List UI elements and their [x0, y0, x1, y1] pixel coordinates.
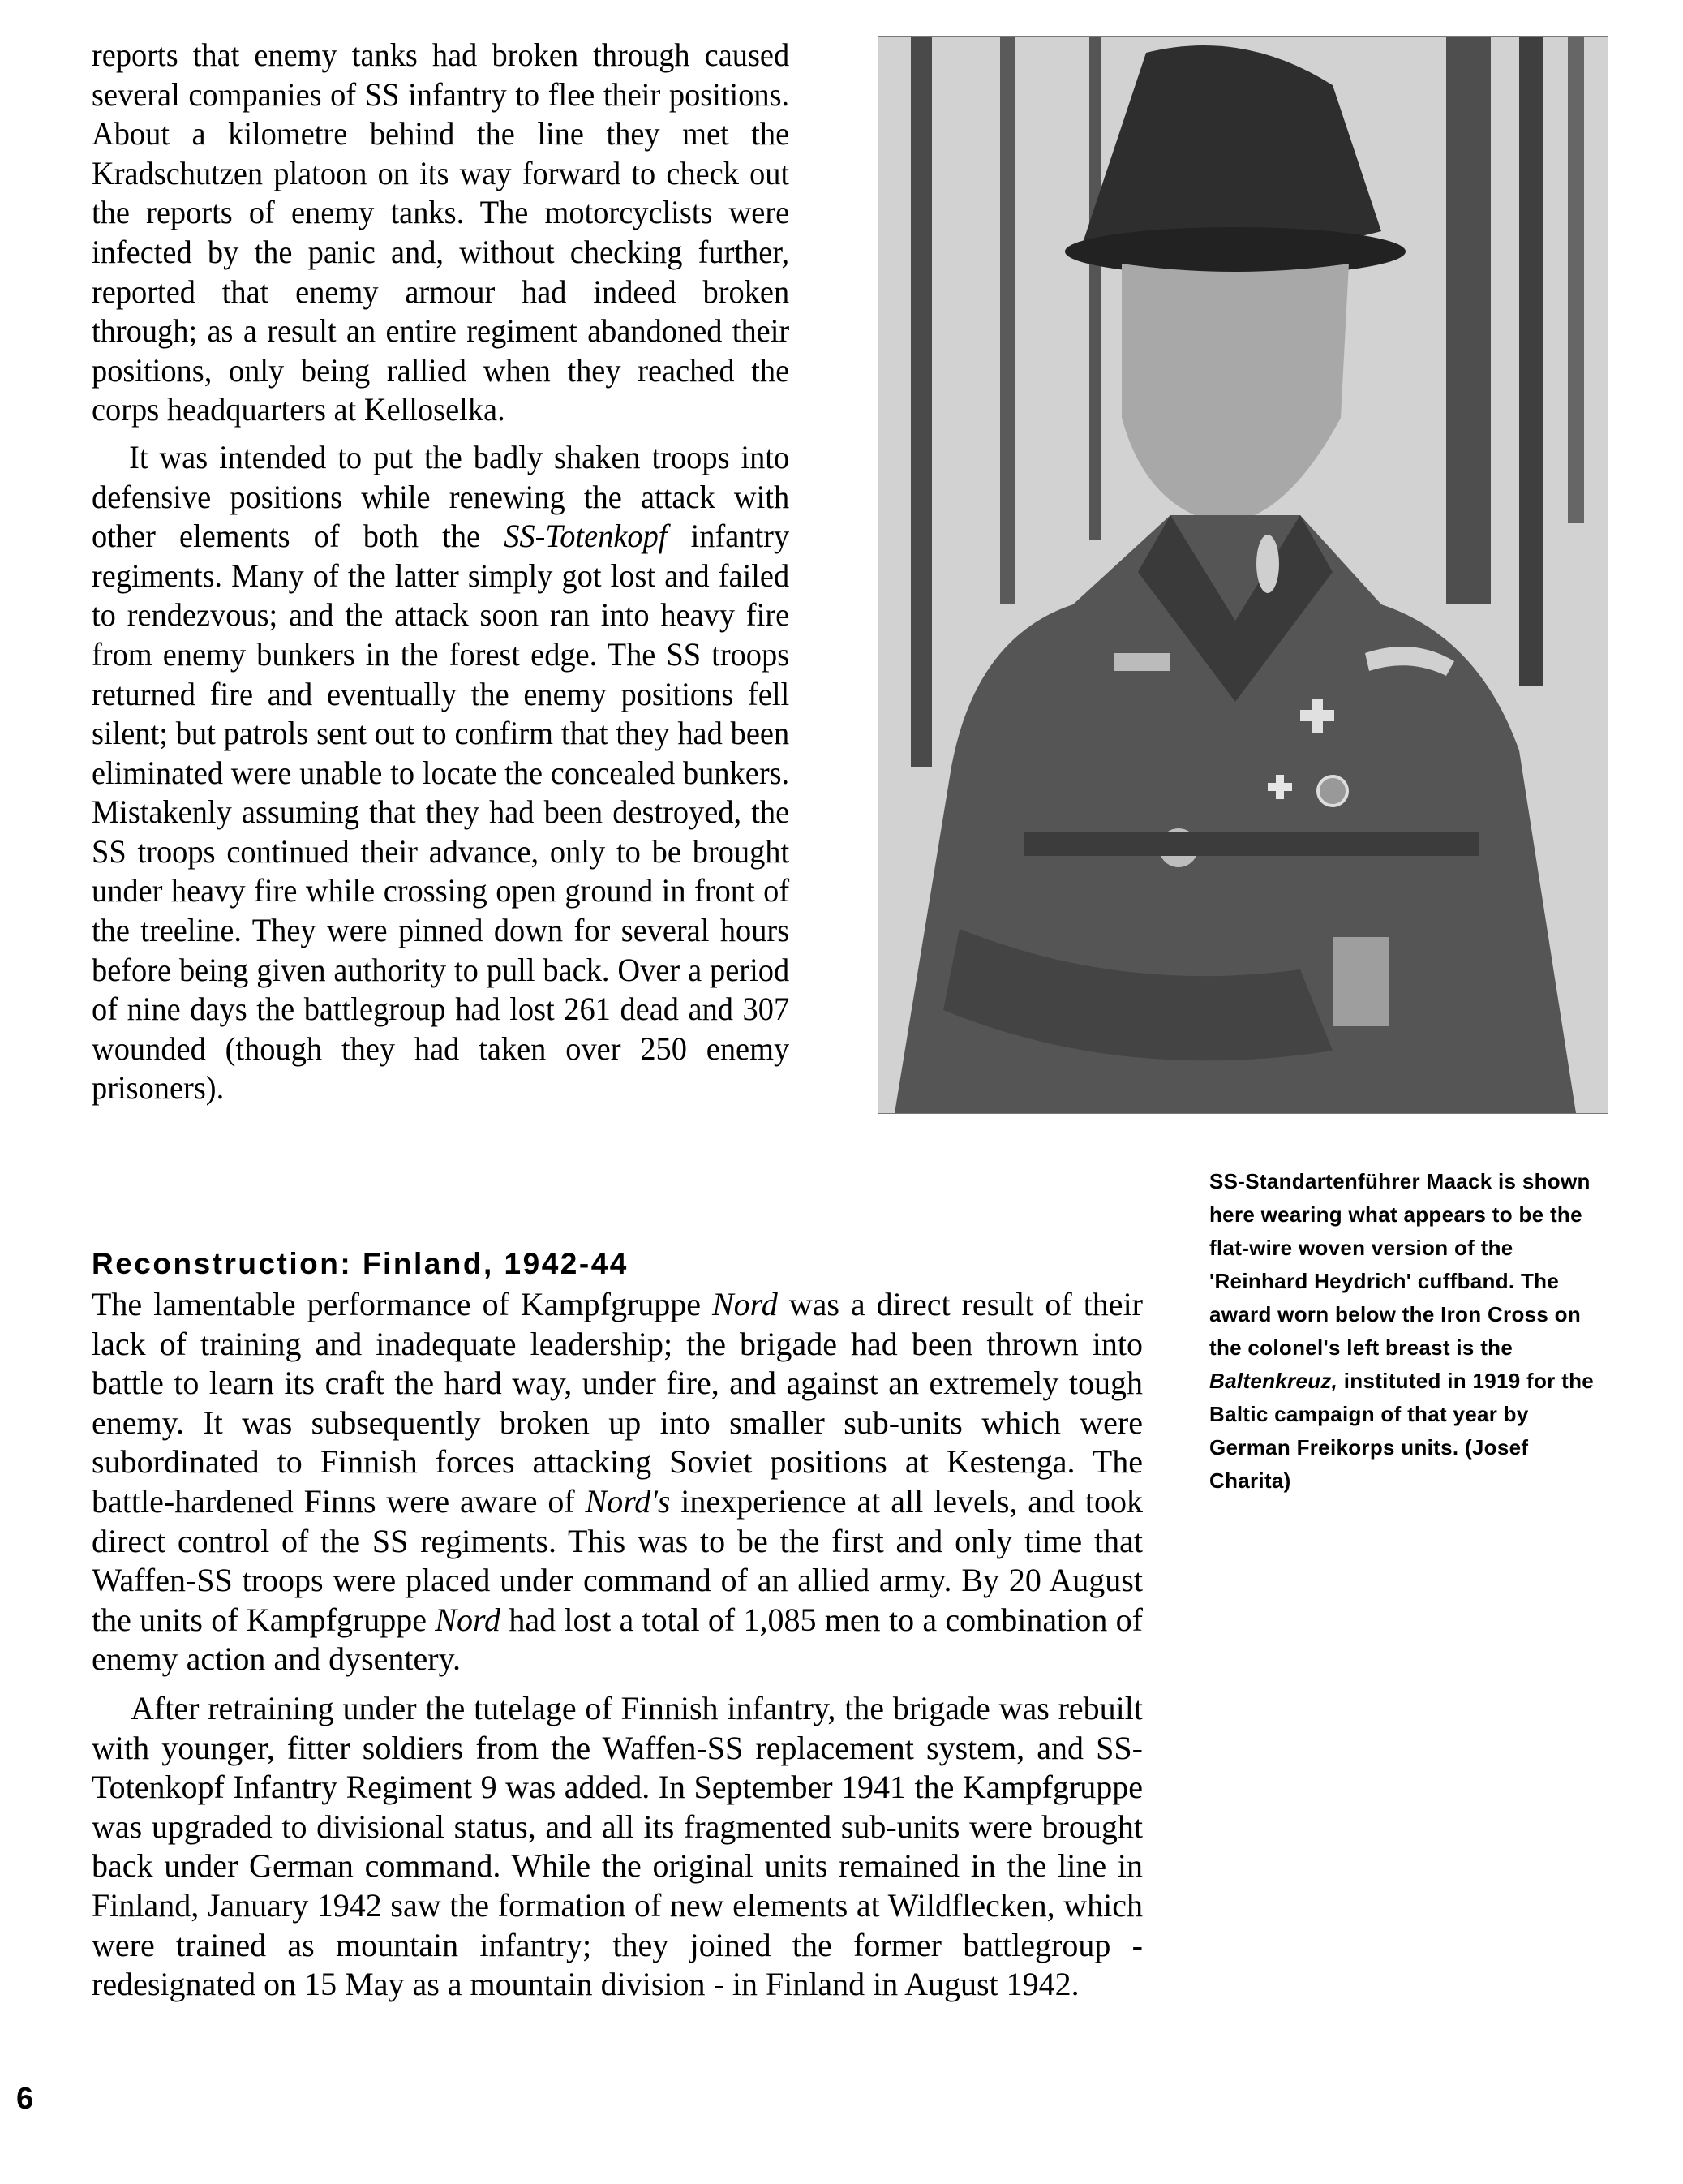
text-run: The lamentable performance of Kampfgruppe: [92, 1286, 712, 1322]
paragraph: [92, 1285, 1143, 1679]
text-run: infantry regiments. Many of the latter simply got lost and failed to rendezvous; and the attack soon ran into heavy fire from enemy bunkers in the forest edge. The SS troops returned fire and eventually the enemy positions fell silent; but patrols sent out to confirm that they had been eliminated were unable to locate the concealed bunkers. Mistakenly assuming that they had been destroyed, the SS troops continued their advance, only to be brought under heavy fire while crossing open ground in front of the treeline. They were pinned down for several hours before being given authority to pull back. Over a period of nine days the battlegroup had lost 261 dead and 307 wounded (though they had taken over 250 enemy prisoners).: [92, 518, 790, 1107]
italic-term: Nord: [712, 1286, 778, 1322]
photo-image: [878, 37, 1608, 1113]
caption-text: instituted in 1919 for the Baltic campaign of that year by German Freikorps units. (Josef Charita): [1209, 1369, 1595, 1493]
caption-text: SS-Standartenführer Maack is shown here wearing what appears to be the flat-wire woven version of the 'Reinhard Heydrich' cuffband. The award worn below the Iron Cross on the colonel's left breast is the: [1209, 1169, 1591, 1360]
paragraph: [92, 438, 789, 1108]
page-number: 6: [16, 2082, 34, 2116]
paragraph: reports that enemy tanks had broken through caused several companies of SS infantry to flee their positions. About a kilometre behind the line they met the Kradschutzen platoon on its way forward to check out the reports of enemy tanks. The motorcyclists were infected by the panic and, without checking further, reported that enemy armour had indeed broken through; as a result an entire regiment abandoned their positions, only being rallied when they reached the corps headquarters at Kelloselka.: [92, 37, 790, 428]
caption-italic-term: Baltenkreuz,: [1209, 1369, 1338, 1393]
photo-caption: [1209, 1165, 1599, 1498]
italic-term: Nord: [435, 1601, 501, 1638]
text-run: inexperience at all levels, and took direct control of the SS regiments. This was to be the first and only time that Waffen-SS troops were placed under command of an allied army. By 20 August the units of Kampfgruppe: [92, 1482, 1143, 1638]
left-column-text: [92, 36, 789, 1108]
section-heading: Reconstruction: Finland, 1942-44: [92, 1247, 629, 1280]
text-run: had lost a total of 1,085 men to a combination of enemy action and dysentery.: [92, 1601, 1143, 1678]
paragraph: After retraining under the tutelage of Finnish infantry, the brigade was rebuilt with younger, fitter soldiers from the Waffen-SS replacement system, and SS-Totenkopf Infantry Regiment 9 was added. In September 1941 the Kampfgruppe was upgraded to divisional status, and all its fragmented sub-units were brought back under German command. While the original units remained in the line in Finland, January 1942 saw the formation of new elements at Wildflecken, which were trained as mountain infantry; they joined the former battlegroup - redesignated on 15 May as a mountain division - in Finland in August 1942.: [92, 1689, 1143, 2003]
officer-photograph: [878, 36, 1608, 1114]
text-run: It was intended to put the badly shaken troops into defensive positions while renewing the attack with other elements of both the: [92, 438, 790, 555]
italic-term: SS-Totenkopf: [504, 518, 668, 555]
text-run: was a direct result of their lack of training and inadequate leadership; the brigade had been thrown into battle to learn its craft the hard way, under fire, and against an extremely tough enemy. It was subsequently broken up into smaller sub-units which were subordinated to Finnish forces attacking Soviet positions at Kestenga. The battle-hardened Finns were aware of: [92, 1286, 1143, 1520]
italic-term: Nord's: [585, 1482, 671, 1520]
full-width-text: [92, 1285, 1143, 2005]
